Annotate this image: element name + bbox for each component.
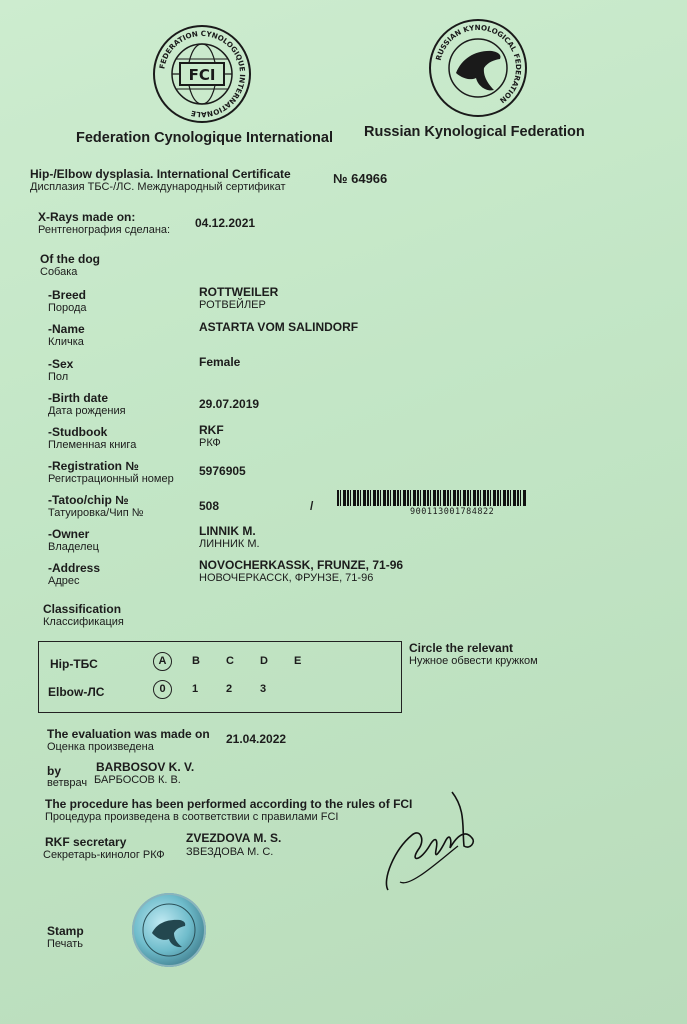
stamp-label-en: Stamp [47, 924, 84, 938]
chip-number: 900113001784822 [410, 507, 495, 517]
fci-logo-ring: FEDERATION CYNOLOGIQUE INTERNATIONALE [157, 28, 248, 120]
circle-note-ru: Нужное обвести кружком [409, 655, 538, 667]
address-value-ru: НОВОЧЕРКАССК, ФРУНЗЕ, 71-96 [199, 572, 374, 584]
sex-label-ru: Пол [48, 371, 69, 383]
registration-label-ru: Регистрационный номер [48, 473, 174, 485]
dog-section-ru: Собака [40, 266, 78, 278]
by-label-ru: ветврач [47, 777, 88, 789]
hip-grade: E [294, 655, 302, 667]
name-label-en: -Name [48, 322, 85, 336]
hip-grade: D [260, 655, 268, 667]
registration-value: 5976905 [199, 464, 246, 478]
owner-value-ru: ЛИННИК М. [199, 538, 260, 550]
chip-label-ru: Татуировка/Чип № [48, 507, 144, 519]
studbook-label-en: -Studbook [48, 425, 108, 439]
procedure-en: The procedure has been performed according to the rules of FCI [45, 797, 413, 811]
xray-label-ru: Рентгенография сделана: [38, 224, 171, 236]
secretary-name-ru: ЗВЕЗДОВА М. С. [186, 846, 274, 858]
evaluation-made-ru: Оценка произведена [47, 741, 154, 753]
secretary-label-ru: Секретарь-кинолог РКФ [43, 849, 165, 861]
hip-label: Hip-ТБС [50, 657, 98, 671]
elbow-grade: 3 [260, 683, 267, 695]
rkf-name: Russian Kynological Federation [364, 124, 585, 140]
vet-name-en: BARBOSOV K. V. [96, 760, 195, 774]
fci-logo-text: FCI [188, 66, 216, 84]
certificate-title-ru: Дисплазия ТБС-/ЛС. Международный сертификат [30, 181, 286, 193]
procedure-ru: Процедура произведена в соответствии с правилами FCI [45, 811, 339, 823]
birth-value: 29.07.2019 [199, 397, 260, 411]
certificate-number: № 64966 [333, 171, 388, 186]
secretary-label-en: RKF secretary [45, 835, 127, 849]
hip-grade: C [226, 655, 234, 667]
signature [380, 790, 490, 900]
classification-label-ru: Классификация [43, 616, 124, 628]
elbow-grade: 2 [226, 683, 233, 695]
rkf-logo-ring: RUSSIAN KYNOLOGICAL FEDERATION [433, 22, 524, 106]
tattoo-value: 508 [199, 499, 220, 513]
vet-name-ru: БАРБОСОВ К. В. [94, 774, 181, 786]
certificate-title-en: Hip-/Elbow dysplasia. International Certificate [30, 167, 291, 181]
address-label-en: -Address [48, 561, 101, 575]
stamp-label-ru: Печать [47, 938, 84, 950]
by-label-en: by [47, 764, 62, 778]
evaluation-date: 21.04.2022 [226, 732, 287, 746]
address-label-ru: Адрес [48, 575, 80, 587]
circle-note-en: Circle the relevant [409, 641, 514, 655]
address-value-en: NOVOCHERKASSK, FRUNZE, 71-96 [199, 558, 404, 572]
secretary-name-en: ZVEZDOVA M. S. [186, 831, 282, 845]
fci-name: Federation Cynologique International [76, 130, 333, 146]
breed-label-ru: Порода [48, 302, 87, 314]
rkf-logo [428, 18, 528, 118]
breed-value-ru: РОТВЕЙЛЕР [199, 299, 266, 311]
registration-label-en: -Registration № [48, 459, 139, 473]
fci-logo [152, 24, 252, 124]
elbow-grade-selected: 0 [153, 680, 172, 699]
studbook-value-en: RKF [199, 423, 224, 437]
studbook-value-ru: РКФ [199, 437, 221, 449]
elbow-label: Elbow-ЛС [48, 685, 105, 699]
classification-label-en: Classification [43, 602, 122, 616]
chip-barcode [337, 490, 527, 506]
owner-label-en: -Owner [48, 527, 90, 541]
breed-label-en: -Breed [48, 288, 87, 302]
dog-head-icon [132, 893, 206, 967]
hip-grade: B [192, 655, 200, 667]
chip-label-en: -Tatoo/chip № [48, 493, 129, 507]
elbow-grade: 1 [192, 683, 199, 695]
name-label-ru: Кличка [48, 336, 84, 348]
breed-value-en: ROTTWEILER [199, 285, 279, 299]
birth-label-en: -Birth date [48, 391, 108, 405]
owner-label-ru: Владелец [48, 541, 99, 553]
dog-section-en: Of the dog [40, 252, 100, 266]
hip-grade-selected: A [153, 652, 172, 671]
dog-name: ASTARTA VOM SALINDORF [199, 320, 359, 334]
classification-box [38, 641, 402, 713]
owner-value-en: LINNIK M. [199, 524, 256, 538]
chip-separator: / [310, 499, 314, 513]
xray-label-en: X-Rays made on: [38, 210, 136, 224]
sex-label-en: -Sex [48, 357, 74, 371]
birth-label-ru: Дата рождения [48, 405, 126, 417]
hologram-stamp [132, 893, 206, 967]
sex-value: Female [199, 355, 241, 369]
studbook-label-ru: Племенная книга [48, 439, 137, 451]
evaluation-made-en: The evaluation was made on [47, 727, 210, 741]
xray-date: 04.12.2021 [195, 216, 256, 230]
